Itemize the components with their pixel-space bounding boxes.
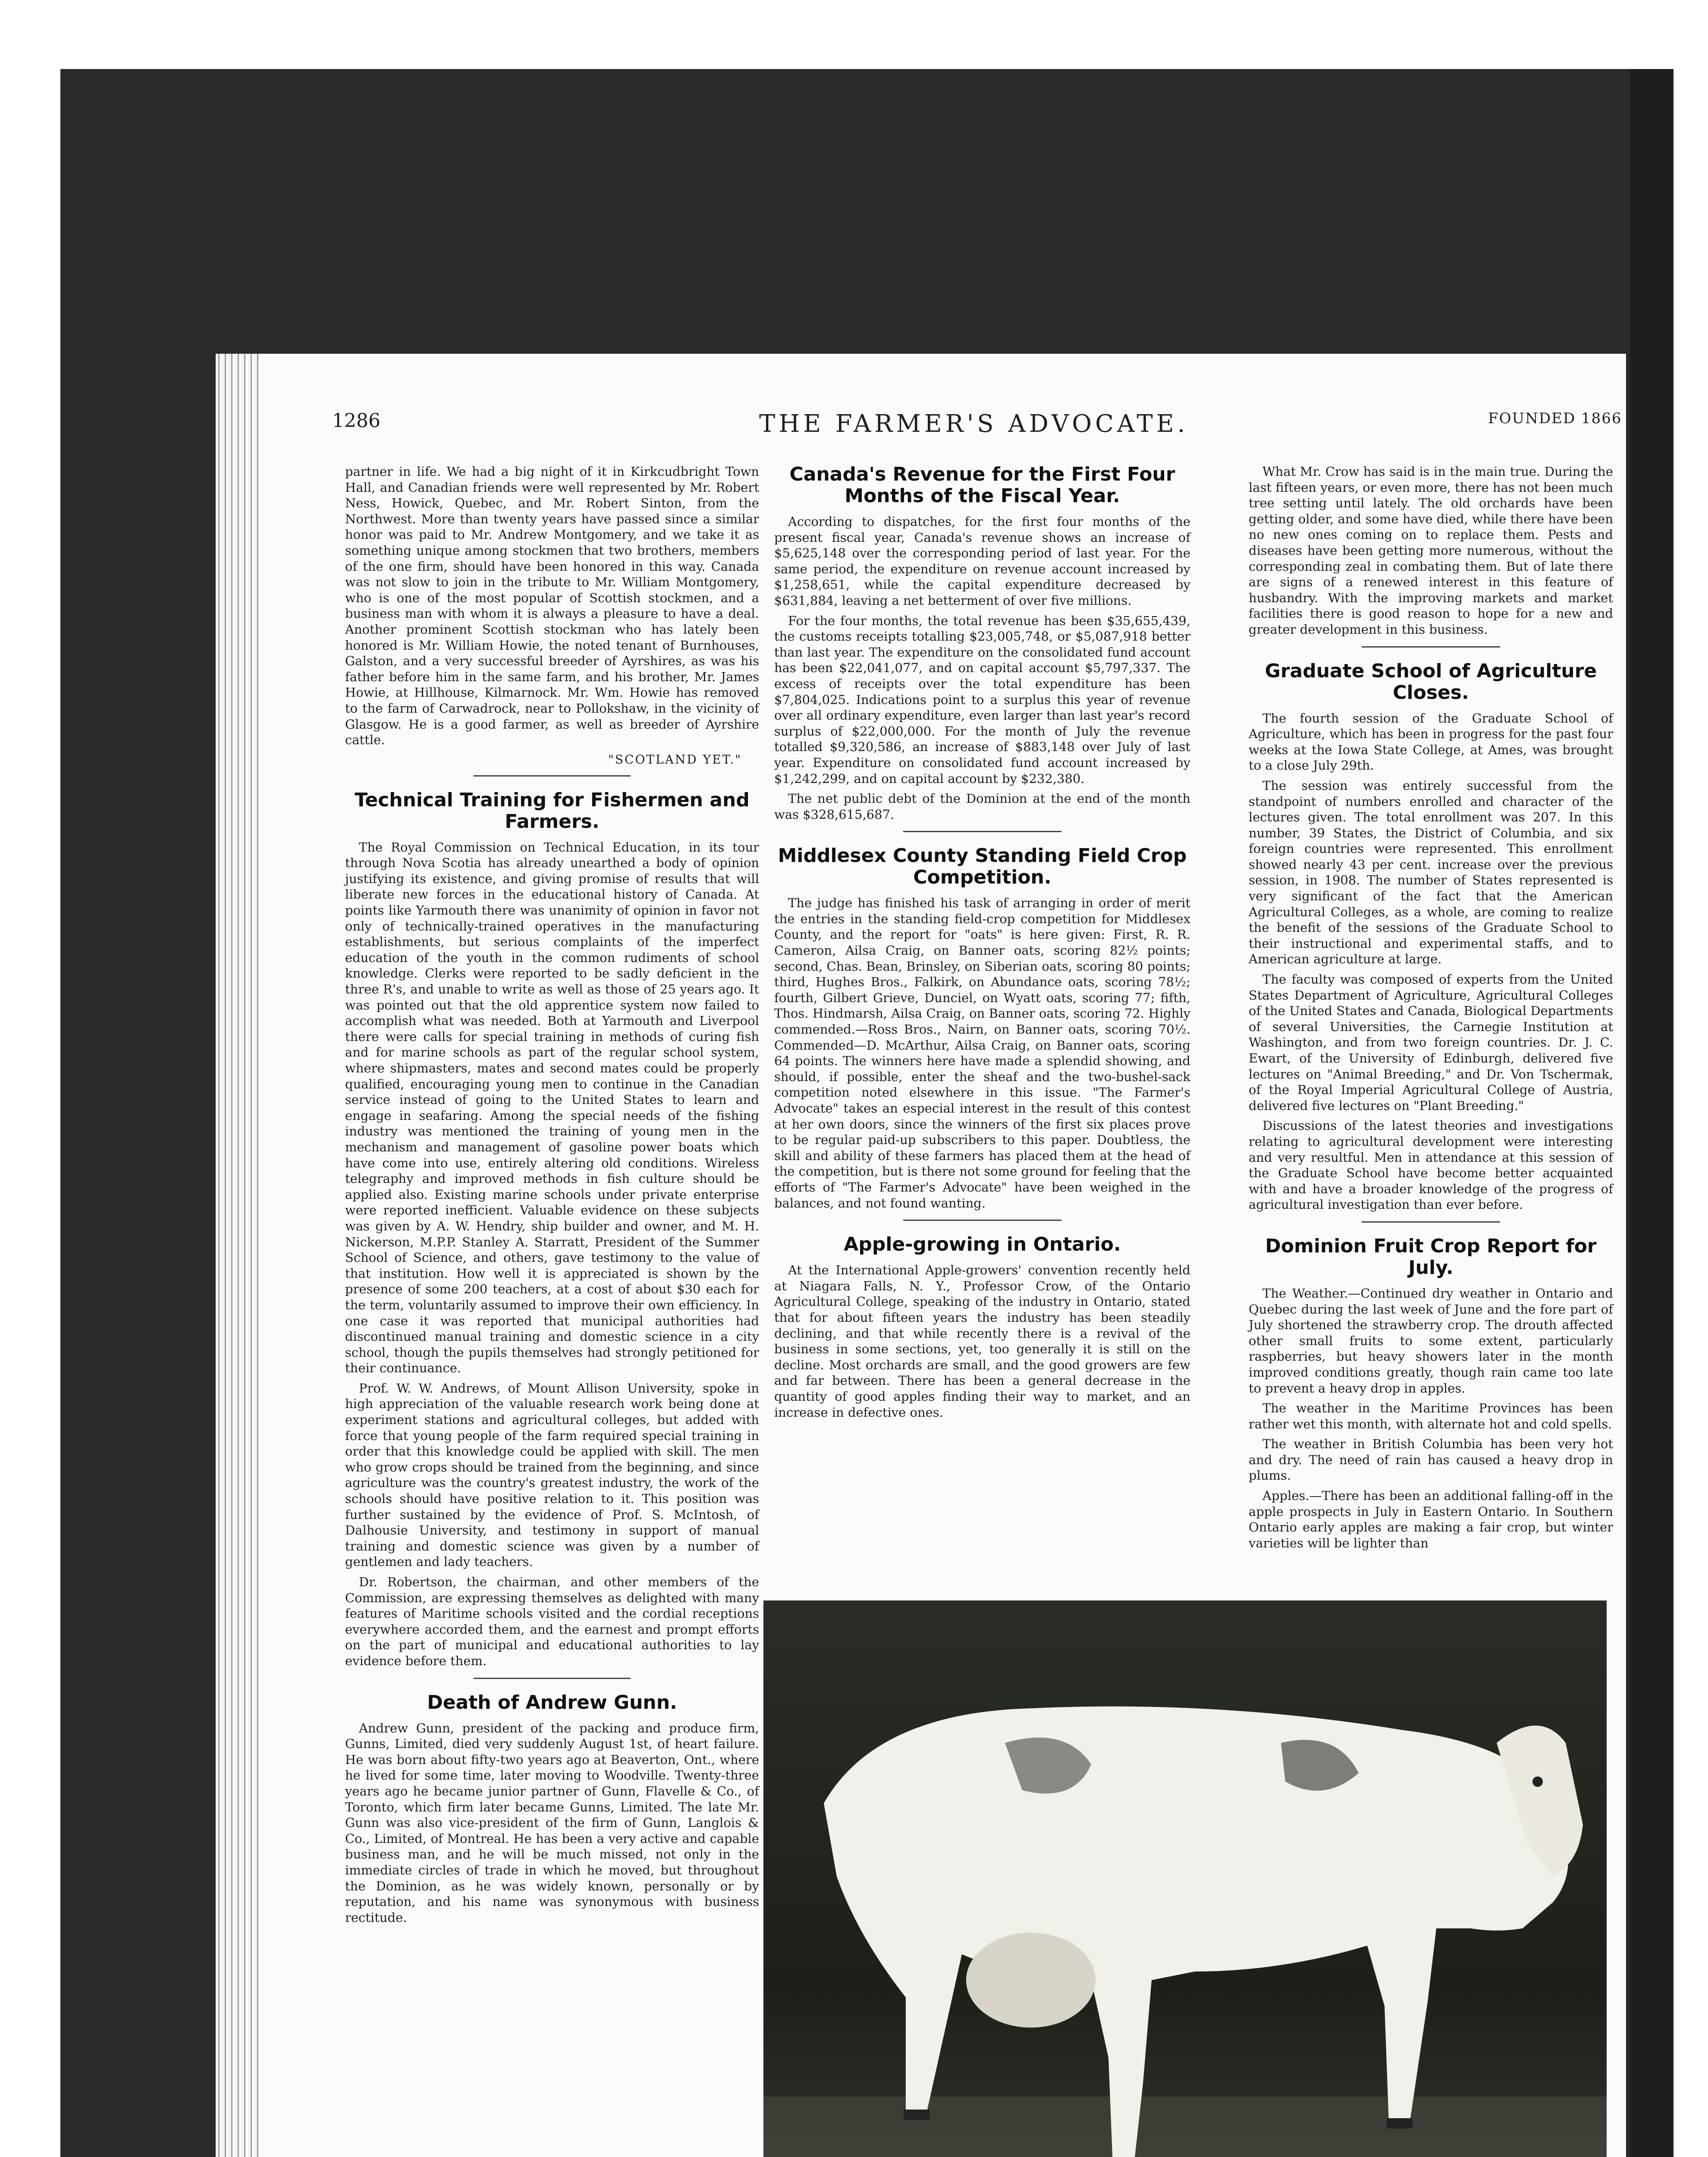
article-paragraph: The weather in the Maritime Provinces has been rather wet this month, with alternate hot and cold spells. — [1249, 1401, 1613, 1431]
article-paragraph: Dr. Robertson, the chairman, and other members of the Commission, are expressing themselves as delighted with many features of Maritime schools visited and the cordial receptions everywhere accorded them, and the earnest and prompt efforts on the part of municipal and educational authorities to lay evidence before them. — [345, 1575, 759, 1668]
article-paragraph: The session was entirely successful from the standpoint of numbers enrolled and character of the lectures given. The total enrollment was 207. In this number, 39 States, the District of Columbia, and six foreign countries were represented. This enrollment showed nearly 43 per cent. increase over the previous session, in 1908. The number of States represented is very significant of the fact that the American Agricultural Colleges, as a whole, are coming to realize the benefit of the sessions of the Graduate School to their instructional and experimental staffs, and to American agriculture at large. — [1249, 778, 1613, 967]
section-divider — [474, 1678, 631, 1679]
right-column — [1249, 464, 1613, 1555]
article-paragraph: For the four months, the total revenue has been $35,655,439, the customs receipts totalling $23,005,748, or $5,087,918 better than last year. The expenditure on the consolidated fund account has been $22,041,077, and on capital account $5,797,337. The excess of receipts over the total expenditure has been $7,804,025. Indications point to a surplus this year of revenue over all ordinary expenditure, even larger than last year's record surplus of $22,000,000. For the month of July the revenue totalled $9,320,586, an increase of $883,148 over July of last year. Expenditure on consolidated fund account increased by $1,242,299, and on capital account by $232,380. — [774, 613, 1190, 786]
masthead-title: THE FARMER'S ADVOCATE. — [759, 410, 1189, 438]
section-divider — [903, 1220, 1061, 1221]
article-paragraph: The faculty was composed of experts from the United States Department of Agriculture, Agricultural Colleges of the United States and Canada, Biological Departments of several Universities, the Carnegie Institution at Washington, and from two foreign countries. Dr. J. C. Ewart, of the University of Edinburgh, delivered five lectures on "Animal Breeding," and Dr. Von Tschermak, of the Royal Imperial Agricultural College of Austria, delivered five lectures on "Plant Breeding." — [1249, 972, 1613, 1113]
article-paragraph: Apples.—There has been an additional falling-off in the apple prospects in July in Eastern Ontario. In Southern Ontario early apples are making a fair crop, but winter varieties will be lighter than — [1249, 1488, 1613, 1550]
technical-training-headline: Technical Training for Fishermen and Farmers. — [355, 789, 750, 833]
article-paragraph: The fourth session of the Graduate School of Agriculture, which has been in progress for the past four weeks at the Iowa State College, at Ames, was brought to a close July 29th. — [1249, 711, 1613, 773]
article-paragraph: Discussions of the latest theories and investigations relating to agricultural development were interesting and very resultful. Men in attendance at this session of the Graduate School have become better acquainted with and have a broader knowledge of the progress of agricultural investigation than ever before. — [1249, 1118, 1613, 1212]
scan-right-border — [1630, 69, 1673, 2157]
section-divider — [903, 831, 1061, 832]
section-divider — [474, 775, 631, 777]
middle-column — [774, 464, 1190, 1424]
founded-note: FOUNDED 1866 — [1488, 410, 1622, 427]
article-paragraph: The Weather.—Continued dry weather in Ontario and Quebec during the last week of June and the fore part of July shortened the strawberry crop. The drouth affected other small fruits to some extent, particularly raspberries, but heavy showers later in the month improved conditions greatly, though rain came too late to prevent a heavy drop in apples. — [1249, 1286, 1613, 1396]
cow-illustration — [763, 1600, 1607, 2157]
article-paragraph: What Mr. Crow has said is in the main true. During the last fifteen years, or even more, there has not been much tree setting until lately. The old orchards have been getting older, and some have died, while there have been no new ones coming on to replace them. Pests and diseases have been getting more numerous, without the corresponding zeal in combating them. But of late there are signs of a renewed interest in this feature of husbandry. With the improving markets and market facilities there is good reason to hope for a new and greater development in this business. — [1249, 464, 1613, 637]
book-page-edges — [216, 354, 263, 2157]
letter-signature: "SCOTLAND YET." — [608, 752, 742, 767]
scotland-letter-paragraph: partner in life. We had a big night of it in Kirkcudbright Town Hall, and Canadian friends were well represented by Mr. Robert Ness, Howick, Quebec, and Mr. Robert Sinton, from the Northwest. More than twenty years have passed since a similar honor was paid to Mr. Andrew Montgomery, and we take it as something unique among stockmen that two brothers, members of the one firm, should have been honored in this way. Canada was not slow to join in the tribute to Mr. William Montgomery, who is one of the most popular of Scottish stockmen, and a business man with whom it is always a pleasure to have a deal. Another prominent Scottish stockman who has lately been honored is Mr. William Howie, the noted tenant of Burnhouses, Galston, and a very successful breeder of Ayrshires, as was his father before him in the same farm, and his brother, Mr. James Howie, at Hillhouse, Kilmarnock. Mr. Wm. Howie has removed to the farm of Carwadrock, near to Pollokshaw, in the vicinity of Glasgow. He is a good farmer, as well as breeder of Ayrshire cattle. — [345, 464, 759, 748]
article-paragraph: Prof. W. W. Andrews, of Mount Allison University, spoke in high appreciation of the valuable research work being done at experiment stations and agricultural colleges, but added with force that young people of the farm required special training in order that this knowledge could be applied with skill. The men who grow crops should be trained from the beginning, and since agriculture was the country's greatest industry, the work of the schools should have positive relation to it. This position was further sustained by the evidence of Prof. S. McIntosh, of Dalhousie University, and testimony in support of manual training and domestic science was given by a number of gentlemen and lady teachers. — [345, 1380, 759, 1569]
article-paragraph: The weather in British Columbia has been very hot and dry. The need of rain has caused a heavy drop in plums. — [1249, 1437, 1613, 1483]
article-paragraph: The Royal Commission on Technical Education, in its tour through Nova Scotia has already unearthed a body of opinion justifying its existence, and giving promise of results that will liberate new forces in the educational history of Canada. At points like Yarmouth there was unanimity of opinion in favor not only of technically-trained operatives in the manufacturing establishments, but serious complaints of the imperfect education of the youth in the common rudiments of school knowledge. Clerks were reported to be sadly deficient in the three R's, and unable to write as well as those of 25 years ago. It was pointed out that the old apprentice system now failed to accomplish what was needed. Both at Yarmouth and Liverpool there were calls for special training in methods of curing fish and for marine schools as part of the regular school system, where shipmasters, mates and second mates could be properly qualified, encouraging young men to continue in the Canadian service instead of going to the United States to learn and engage in seafaring. Among the special needs of the fishing industry was mentioned the training of young men in the mechanism and management of gasoline power boats which have come into use, entirely altering old conditions. Wireless telegraphy and improved methods in fish culture should be applied also. Existing marine schools under private enterprise were reported inefficient. Valuable evidence on these subjects was given by A. W. Hendry, ship builder and owner, and M. H. Nickerson, M.P.P. Stanley A. Starratt, President of the Summer School of Science, and others, gave testimony to the value of that institution. How well it is appreciated is shown by the presence of some 200 teachers, at a cost of about $30 each for the term, voluntarily assumed to improve their own efficiency. In one case it was reported that municipal authorities had discontinued manual training and domestic science in a city school, though the pupils themselves had strongly petitioned for their continuance. — [345, 840, 759, 1376]
section-divider — [1362, 1221, 1500, 1223]
left-column — [345, 464, 759, 1930]
cow-photograph — [763, 1600, 1607, 2157]
article-paragraph: The judge has finished his task of arranging in order of merit the entries in the standing field-crop competition for Middlesex County, and the report for "oats" is here given: First, R. R. Cameron, Ailsa Craig, on Banner oats, scoring 82½ points; second, Chas. Bean, Brinsley, on Siberian oats, scoring 80 points; third, Hughes Bros., Falkirk, on Abundance oats, scoring 78½; fourth, Gilbert Grieve, Dunciel, on Wyatt oats, scoring 77; fifth, Thos. Hindmarsh, Ailsa Craig, on Banner oats, scoring 72. Highly commended.—Ross Bros., Nairn, on Banner oats, scoring 70½. Commended—D. McArthur, Ailsa Craig, on Banner oats, scoring 64 points. The winners here have made a splendid showing, and should, if possible, enter the sheaf and the two-bushel-sack competition noted elsewhere in this issue. "The Farmer's Advocate" takes an especial interest in the result of this contest at her own doors, since the winners of the first six places prove to be regular paid-up subscribers to this paper. Doubtless, the skill and ability of these farmers has placed them at the head of the competition, but is there not some ground for feeling that the efforts of "The Farmer's Advocate" have been weighed in the balances, and not found wanting. — [774, 896, 1190, 1211]
graduate-school-headline: Graduate School of Agriculture Closes. — [1265, 660, 1597, 704]
article-paragraph: At the International Apple-growers' convention recently held at Niagara Falls, N. Y., Professor Crow, of the Ontario Agricultural College, speaking of the industry in Ontario, stated that for about fifteen years the industry has been steadily declining, and that while recently there is a revival of the business in some sections, yet, too generally it is still on the decline. Most orchards are small, and the good growers are few and far between. There has been a general decrease in the quantity of good apples finding their way to market, and an increase in defective ones. — [774, 1263, 1190, 1420]
section-divider — [1362, 646, 1500, 648]
article-paragraph: The net public debt of the Dominion at the end of the month was $328,615,687. — [774, 791, 1190, 822]
scan-left-border — [60, 69, 216, 2157]
apple-growing-headline: Apple-growing in Ontario. — [844, 1233, 1121, 1256]
death-notice-headline: Death of Andrew Gunn. — [427, 1691, 677, 1714]
revenue-headline: Canada's Revenue for the First Four Months of the Fiscal Year. — [789, 463, 1175, 507]
fruit-crop-headline: Dominion Fruit Crop Report for July. — [1265, 1235, 1597, 1279]
page-number: 1286 — [332, 410, 380, 432]
article-paragraph: According to dispatches, for the first four months of the present fiscal year, Canada's revenue shows an increase of $5,625,148 over the corresponding period of last year. For the same period, the expenditure on revenue account increased by $1,258,651, while the capital expenditure decreased by $631,884, leaving a net betterment of over five millions. — [774, 514, 1190, 608]
middlesex-competition-headline: Middlesex County Standing Field Crop Competition. — [778, 845, 1187, 889]
scan-top-border — [60, 69, 1656, 354]
article-paragraph: Andrew Gunn, president of the packing and produce firm, Gunns, Limited, died very suddenly August 1st, of heart failure. He was born about fifty-two years ago at Beaverton, Ont., where he lived for some time, later moving to Woodville. Twenty-three years ago he became junior partner of Gunn, Flavelle & Co., of Toronto, which firm later became Gunns, Limited. The late Mr. Gunn was also vice-president of the firm of Gunn, Langlois & Co., Limited, of Montreal. He has been a very active and capable business man, and he will be much missed, not only in the immediate circles of trade in which he moved, but throughout the Dominion, as he was widely known, personally or by reputation, and his name was synonymous with business rectitude. — [345, 1720, 759, 1925]
